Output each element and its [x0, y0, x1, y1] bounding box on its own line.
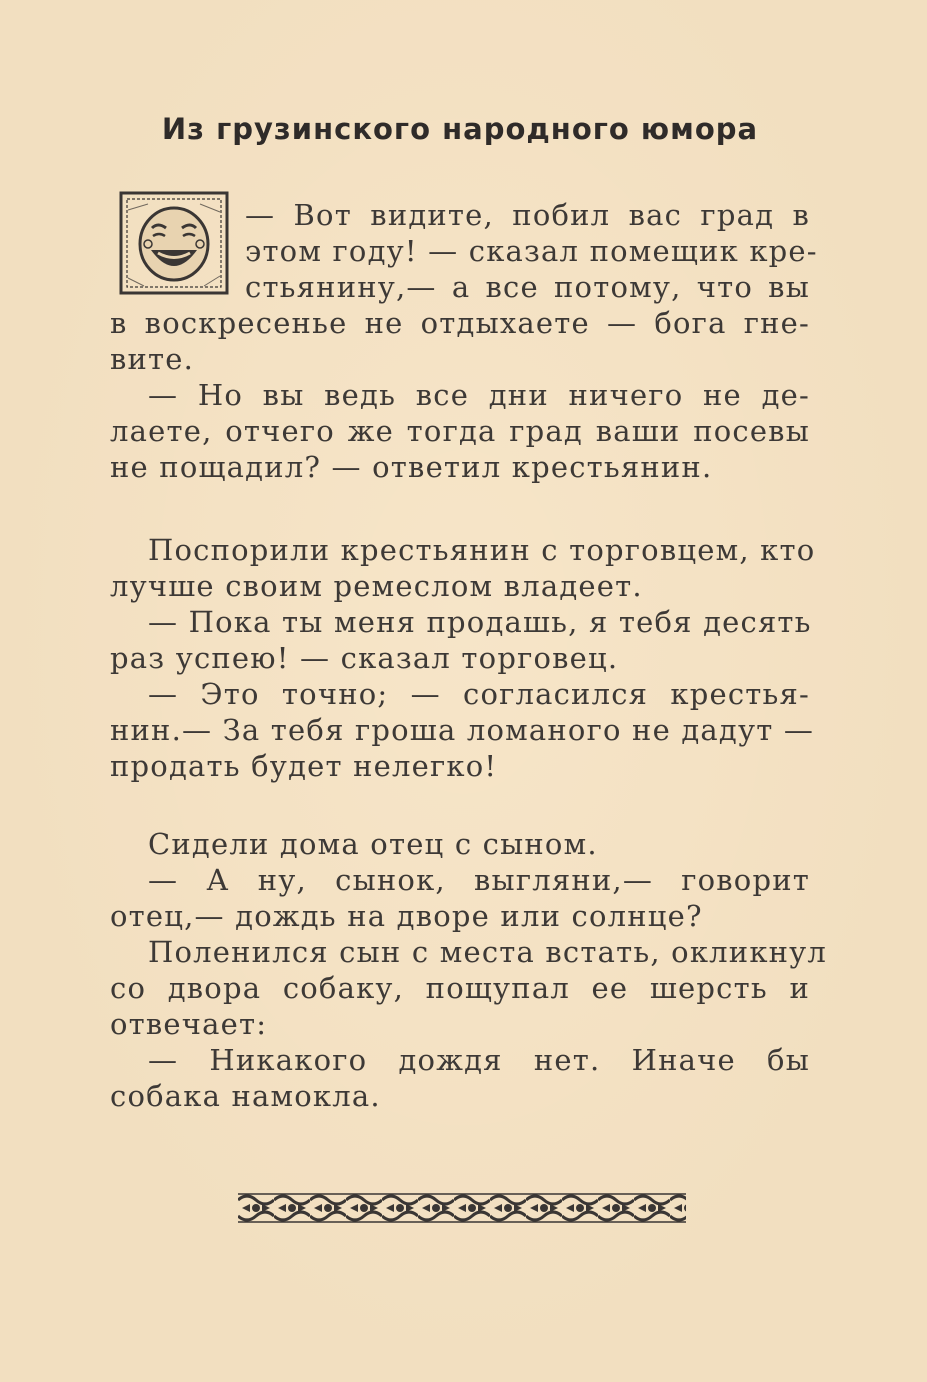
story-line: собака намокла. [110, 1079, 381, 1113]
story-line: продать будет нелегко! [110, 749, 498, 783]
story-line: — Вот видите, побил вас град в [245, 198, 810, 232]
story-line: отец,— дождь на дворе или солнце? [110, 899, 703, 933]
story-line: Сидели дома отец с сыном. [148, 827, 598, 861]
story-2 [110, 532, 816, 784]
story-line: — А ну, сынок, выгляни,— говорит [148, 863, 810, 897]
story-line: лучше своим ремеслом владеет. [110, 569, 643, 603]
ornamental-divider-icon [238, 1192, 686, 1224]
story-line: — Это точно; — согласился крестья- [148, 677, 810, 711]
page-title: Из грузинского народного юмора [161, 112, 759, 146]
story-1 [110, 197, 818, 485]
story-line: — Пока ты меня продашь, я тебя десять [148, 605, 812, 639]
story-line: вите. [110, 342, 195, 376]
story-line: лаете, отчего же тогда град ваши посевы [110, 414, 810, 448]
story-line: — Никакого дождя нет. Иначе бы [148, 1043, 810, 1077]
story-line: Поспорили крестьянин с торговцем, кто [148, 533, 816, 567]
story-line: этом году! — сказал помещик кре- [245, 234, 818, 268]
story-line: не пощадил? — ответил крестьянин. [110, 450, 713, 484]
story-line: отвечает: [110, 1007, 268, 1041]
story-line: — Но вы ведь все дни ничего не де- [148, 378, 810, 412]
story-3 [110, 826, 828, 1114]
story-line: в воскресенье не отдыхаете — бога гне- [110, 306, 810, 340]
story-line: стьянину,— а все потому, что вы [245, 270, 810, 304]
story-line: нин.— За тебя гроша ломаного не дадут — [110, 713, 815, 747]
story-line: Поленился сын с места встать, окликнул [148, 935, 828, 969]
story-line: раз успею! — сказал торговец. [110, 641, 619, 675]
story-line: со двора собаку, пощупал ее шерсть и [110, 971, 810, 1005]
